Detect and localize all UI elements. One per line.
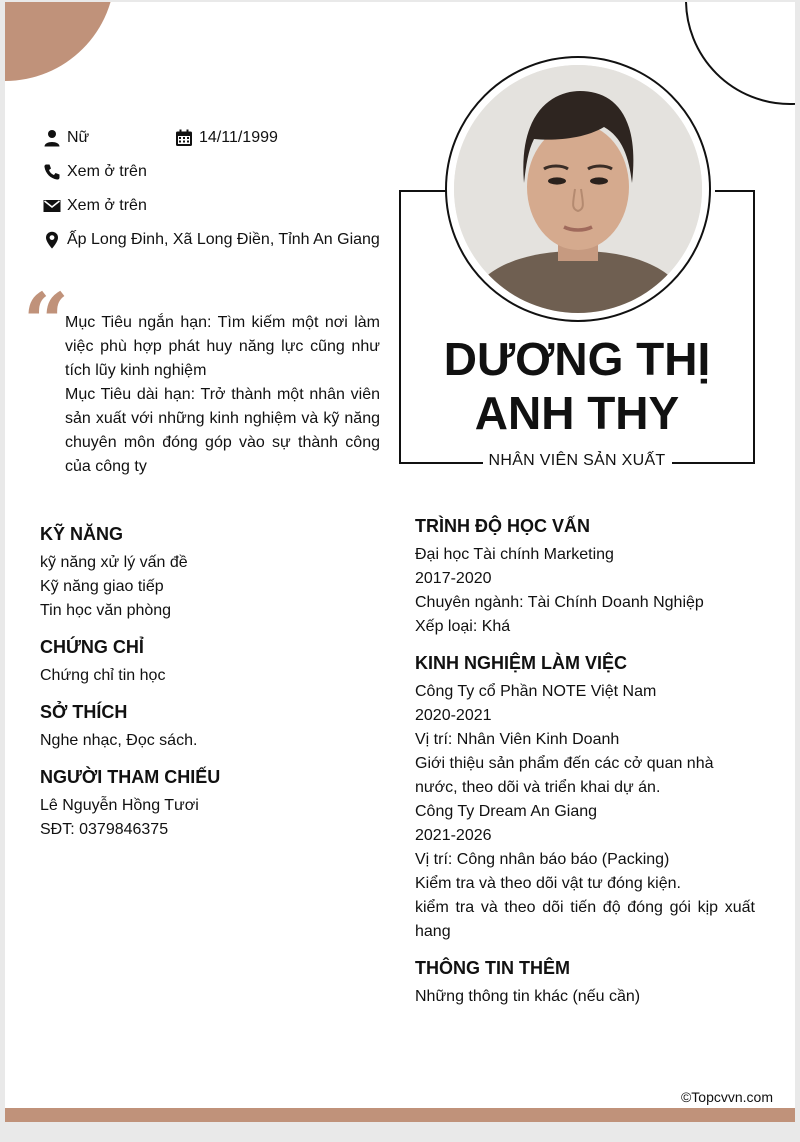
skill-item: Tin học văn phòng bbox=[40, 602, 172, 619]
education-item: Xếp loại: Khá bbox=[415, 618, 511, 635]
gender-text: Nữ bbox=[67, 129, 90, 146]
job-title bbox=[399, 452, 755, 470]
right-column bbox=[415, 516, 755, 1023]
long-term-objective: Mục Tiêu dài hạn: Trở thành một nhân viên sản xuất với những kinh nghiệm và kỹ năng chuyên môn đóng góp vào sự thành công của công ty bbox=[65, 386, 380, 475]
skill-item: kỹ năng xử lý vấn đề bbox=[40, 554, 188, 571]
experience-item: Công Ty Dream An Giang bbox=[415, 803, 598, 820]
name-line-1: DƯƠNG THỊ bbox=[443, 333, 711, 385]
gender-row bbox=[43, 129, 89, 147]
calendar-icon bbox=[175, 129, 193, 147]
experience-title: KINH NGHIỆM LÀM VIỆC bbox=[415, 653, 628, 673]
bottom-accent-bar bbox=[5, 1108, 795, 1122]
email-text: Xem ở trên bbox=[67, 197, 147, 214]
job-title-text: NHÂN VIÊN SẢN XUẤT bbox=[483, 452, 672, 469]
hobbies-title: SỞ THÍCH bbox=[40, 702, 128, 722]
hobby-item: Nghe nhạc, Đọc sách. bbox=[40, 732, 198, 749]
address-row bbox=[43, 231, 380, 249]
phone-icon bbox=[43, 163, 61, 181]
experience-item: Công Ty cổ Phần NOTE Việt Nam bbox=[415, 683, 657, 700]
experience-item: Vị trí: Nhân Viên Kinh Doanh bbox=[415, 731, 620, 748]
profile-photo bbox=[445, 56, 711, 322]
portrait-image bbox=[454, 65, 702, 313]
email-row bbox=[43, 197, 147, 215]
references-title: NGƯỜI THAM CHIẾU bbox=[40, 767, 221, 787]
location-pin-icon bbox=[43, 231, 61, 249]
certificate-item: Chứng chỉ tin học bbox=[40, 667, 166, 684]
certificates-title: CHỨNG CHỈ bbox=[40, 637, 144, 657]
hobbies-section bbox=[40, 702, 370, 753]
skills-title: KỸ NĂNG bbox=[40, 524, 124, 544]
birthdate-row bbox=[175, 129, 278, 147]
career-objective bbox=[65, 311, 380, 479]
left-column bbox=[40, 524, 370, 856]
extra-info-section bbox=[415, 958, 755, 1009]
quote-icon: “ bbox=[23, 275, 70, 369]
skills-section bbox=[40, 524, 370, 623]
phone-row bbox=[43, 163, 147, 181]
mail-icon bbox=[43, 197, 61, 215]
education-section bbox=[415, 516, 755, 639]
cv-page bbox=[5, 2, 795, 1122]
name-line-2: ANH THY bbox=[474, 387, 680, 439]
experience-item: 2021-2026 bbox=[415, 827, 492, 844]
extra-info-item: Những thông tin khác (nếu cần) bbox=[415, 988, 641, 1005]
birthdate-text: 14/11/1999 bbox=[199, 129, 278, 146]
full-name bbox=[399, 332, 755, 440]
phone-text: Xem ở trên bbox=[67, 163, 147, 180]
skill-item: Kỹ năng giao tiếp bbox=[40, 578, 164, 595]
education-item: Đại học Tài chính Marketing bbox=[415, 546, 614, 563]
certificates-section bbox=[40, 637, 370, 688]
education-item: 2017-2020 bbox=[415, 570, 492, 587]
decorative-circle bbox=[5, 2, 115, 81]
short-term-objective: Mục Tiêu ngắn hạn: Tìm kiếm một nơi làm việc phù hợp phát huy năng lực cũng như tích lũy kinh nghiệm bbox=[65, 314, 380, 379]
experience-item: 2020-2021 bbox=[415, 707, 492, 724]
experience-item: Vị trí: Công nhân báo báo (Packing) bbox=[415, 851, 670, 868]
experience-item: Kiểm tra và theo dõi vật tư đóng kiện. bbox=[415, 875, 681, 892]
user-icon bbox=[43, 129, 61, 147]
references-section bbox=[40, 767, 370, 842]
experience-section bbox=[415, 653, 755, 944]
education-title: TRÌNH ĐỘ HỌC VẤN bbox=[415, 516, 590, 536]
address-text: Ấp Long Đinh, Xã Long Điền, Tỉnh An Giang bbox=[67, 231, 380, 248]
reference-name: Lê Nguyễn Hồng Tươi bbox=[40, 797, 199, 814]
experience-item: kiểm tra và theo dõi tiến độ đóng gói kịp xuất hang bbox=[415, 899, 755, 940]
experience-item: Giới thiệu sản phẩm đến các cở quan nhà nước, theo dõi và triển khai dự án. bbox=[415, 755, 714, 796]
decorative-ring bbox=[685, 2, 795, 105]
extra-info-title: THÔNG TIN THÊM bbox=[415, 958, 570, 978]
education-item: Chuyên ngành: Tài Chính Doanh Nghiệp bbox=[415, 594, 704, 611]
copyright: ©Topcvvn.com bbox=[680, 1089, 773, 1105]
reference-phone: SĐT: 0379846375 bbox=[40, 821, 169, 838]
